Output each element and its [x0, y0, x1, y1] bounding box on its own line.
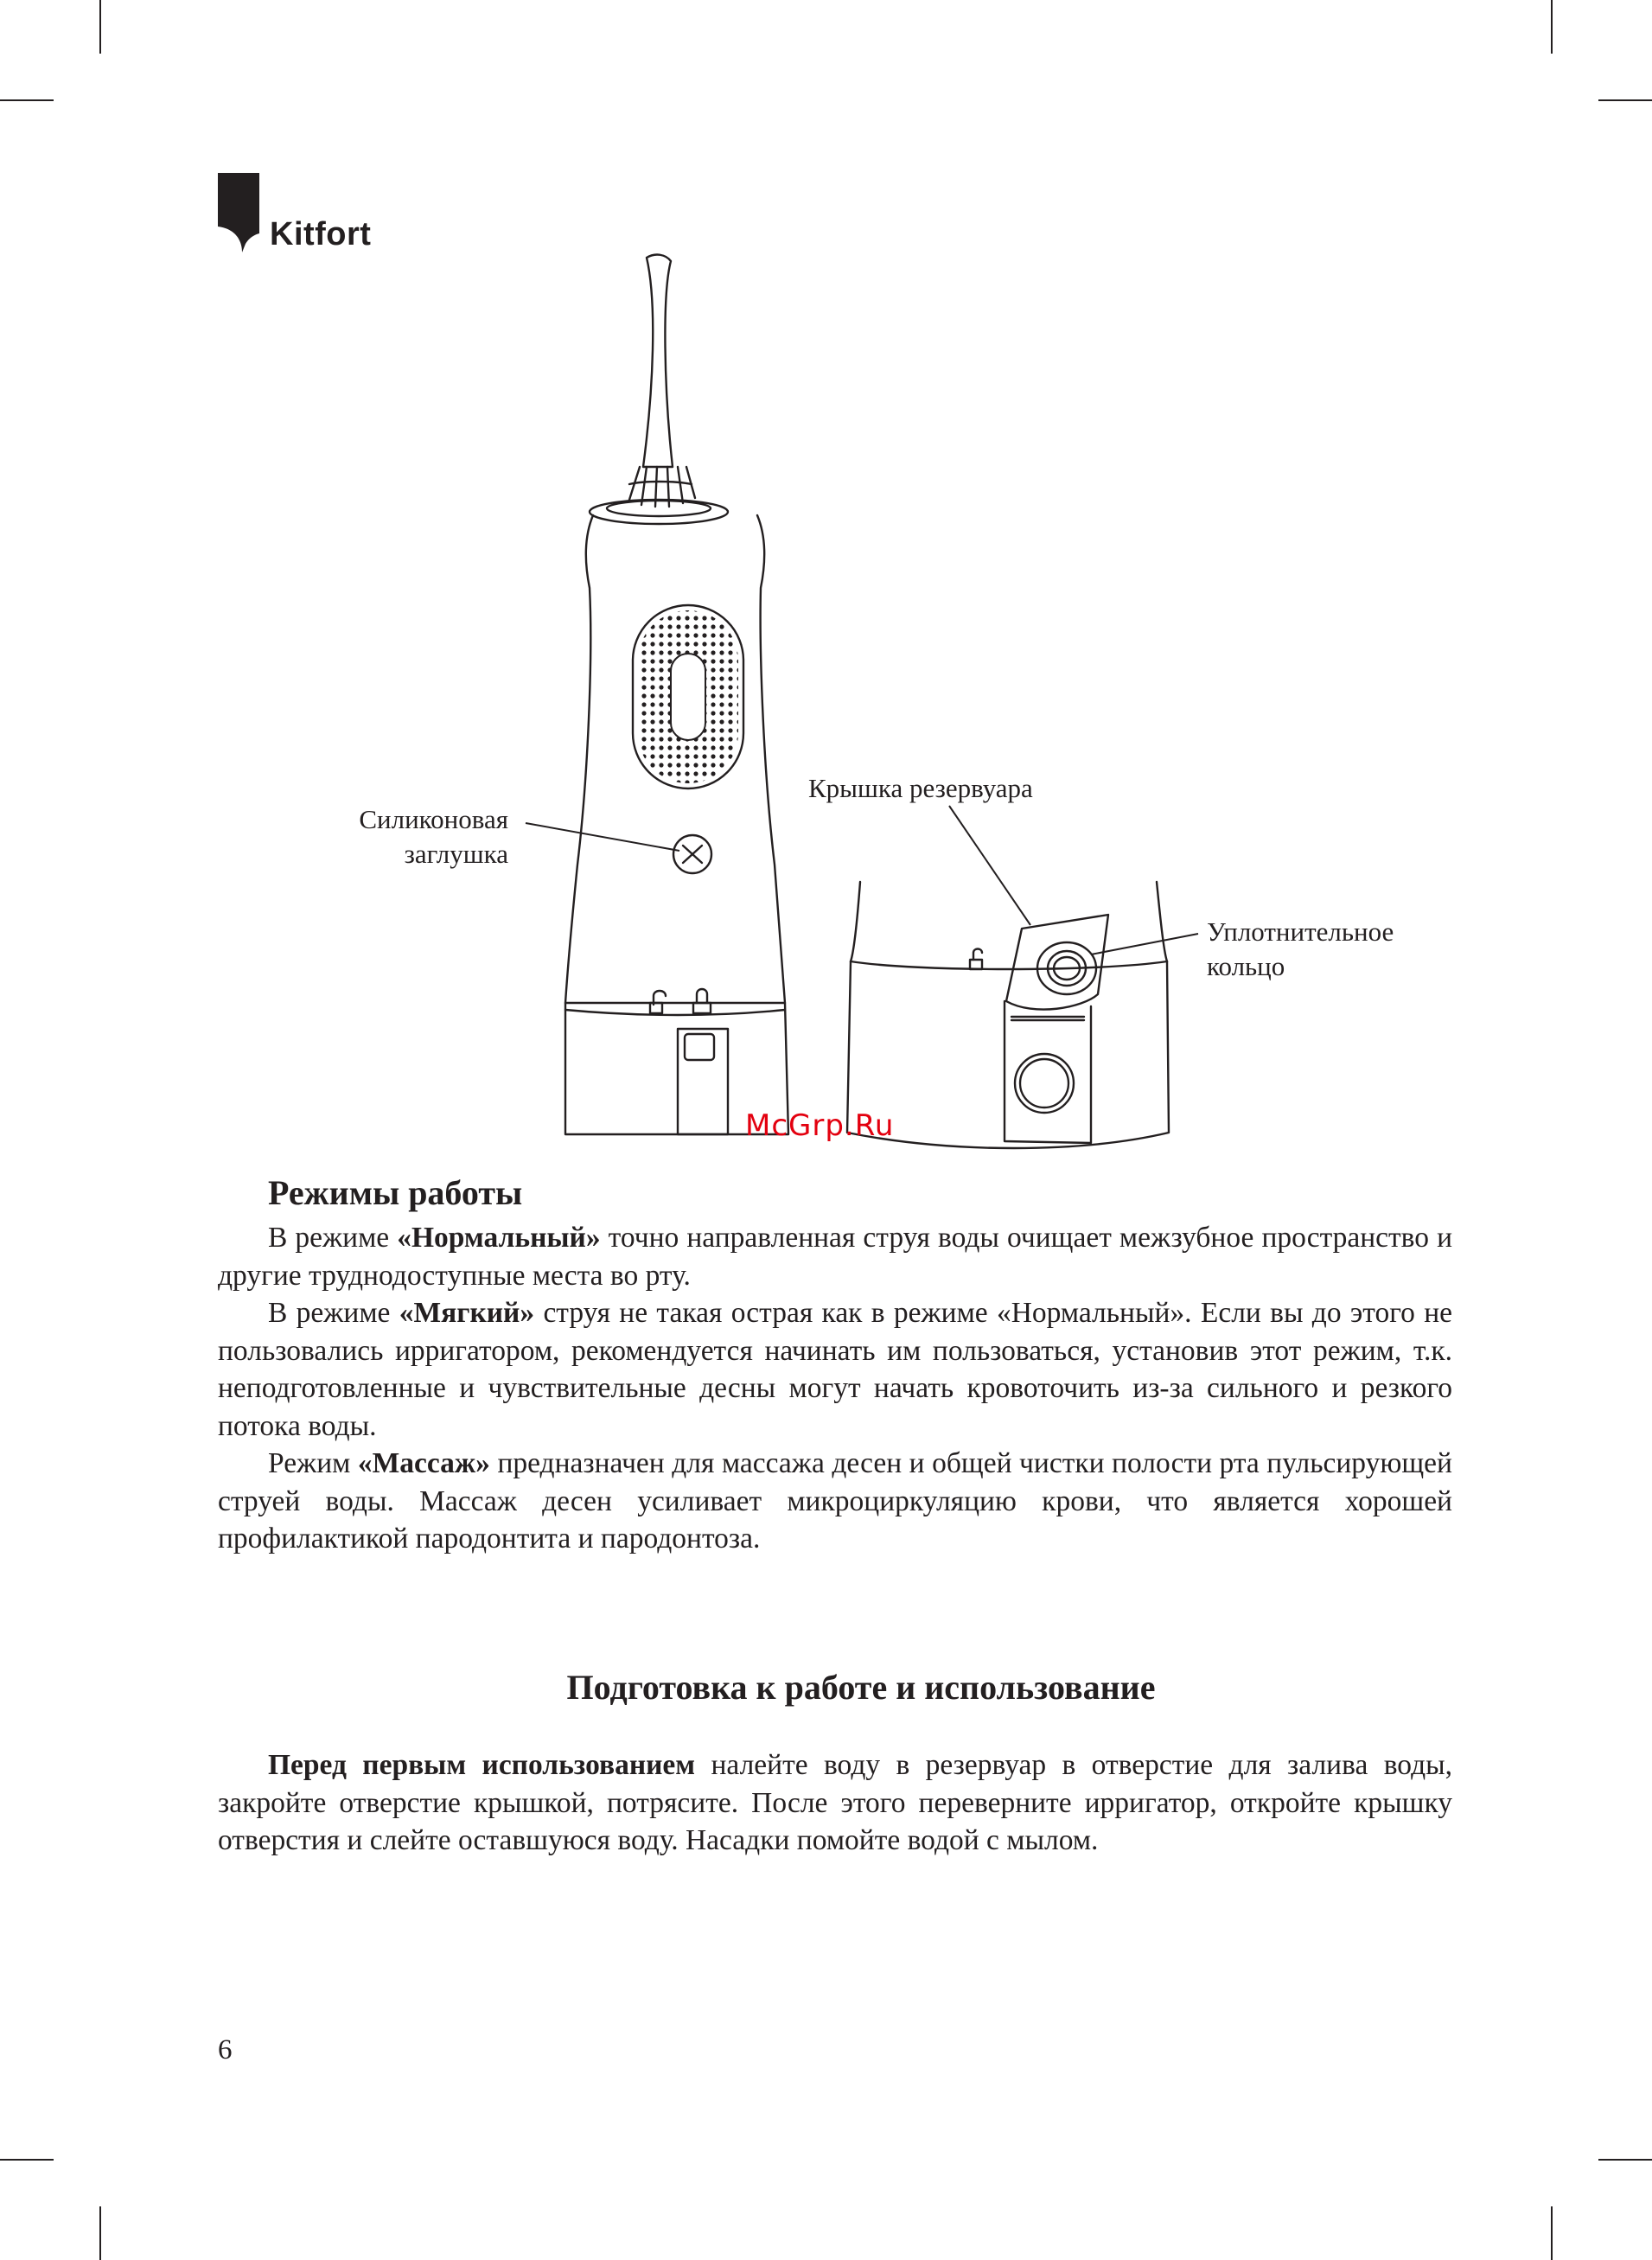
paragraph-soft: В режиме «Мягкий» струя не такая острая как в режиме «Нормальный». Если вы до этого не пользовались ирригатором, рекомендуется начинать им пользоваться, установив этот режим, т.к. неподготовленные и чувствительные десны могут начать кровоточить из-за сильного и резкого потока воды. [218, 1297, 1453, 1442]
reservoir-left-edge [851, 882, 860, 961]
mode-massage-label: «Массаж» [357, 1447, 490, 1479]
modes-text [218, 1219, 1452, 1558]
callout-plug-line2: заглушка [404, 839, 508, 869]
modes-heading: Режимы работы [268, 1173, 523, 1212]
first-use-label: Перед первым использованием [268, 1749, 696, 1781]
mode-soft-label: «Мягкий» [399, 1297, 535, 1329]
callout-ring-line2: кольцо [1207, 951, 1285, 981]
crop-mark-bottom-right-v [1551, 2206, 1553, 2260]
crop-mark-bottom-left-h [0, 2159, 54, 2161]
page-number: 6 [218, 2034, 233, 2065]
callout-silicone-plug [311, 802, 508, 871]
brand-name: Kitfort [270, 216, 372, 252]
nozzle [643, 255, 673, 467]
leader-plug [526, 823, 679, 851]
leader-cap [949, 806, 1030, 925]
callout-ring-line1: Уплотнительное [1207, 916, 1394, 947]
crop-mark-bottom-right-h [1598, 2159, 1652, 2161]
paragraph-first-use: Перед первым использованием налейте воду в резервуар в отверстие для залива воды, закройте отверстие крышкой, потрясите. После этого переверните ирригатор, откройте крышку отверстия и слейте оставшуюся воду. Насадки помойте водой с мылом. [218, 1749, 1452, 1856]
prep-text [218, 1746, 1452, 1860]
prep-heading: Подготовка к работе и использование [566, 1668, 1156, 1707]
callout-seal-ring [1207, 915, 1394, 984]
crop-mark-bottom-left-v [99, 2206, 101, 2260]
callout-reservoir-cap: Крышка резервуара [808, 773, 1033, 803]
callout-plug-line1: Силиконовая [359, 804, 508, 834]
reservoir-top-rim [851, 961, 1167, 969]
reservoir-unlock-icon [973, 949, 982, 961]
paragraph-normal: В режиме «Нормальный» точно направленная струя воды очищает межзубное пространство и другие труднодоступные места во рту. [218, 1222, 1453, 1292]
paragraph-massage: Режим «Массаж» предназначен для массажа десен и общей чистки полости рта пульсирующей струей воды. Массаж десен усиливает микроциркуляцию крови, что является хорошей профилактикой пародонтита и пародонтоза. [218, 1447, 1452, 1555]
lock-icon [697, 989, 707, 1003]
mode-normal-label: «Нормальный» [397, 1222, 601, 1254]
leader-ring [1091, 934, 1198, 954]
watermark: McGrp.Ru [745, 1108, 895, 1143]
